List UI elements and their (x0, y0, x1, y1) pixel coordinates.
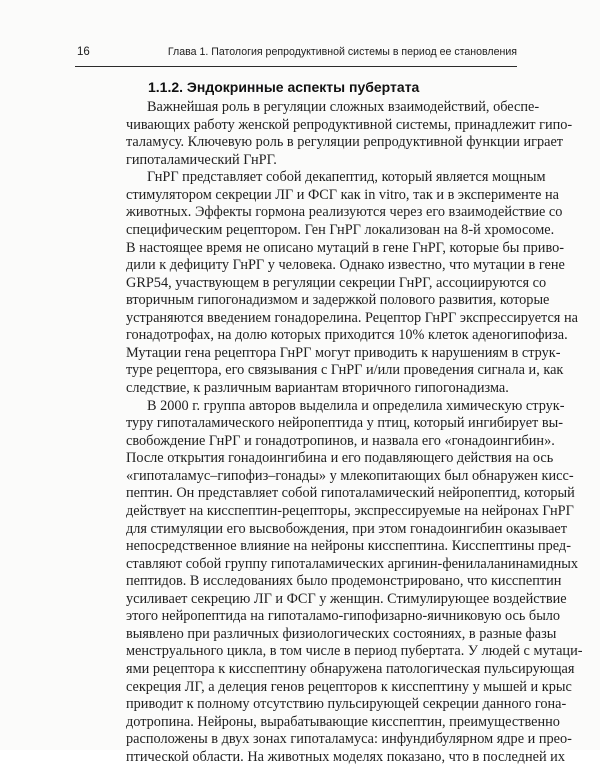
page-number: 16 (77, 46, 90, 58)
text-line: пептин. Он представляет собой гипоталамический нейропептид, который (126, 485, 575, 502)
text-line: вторичным гипогонадизмом и задержкой полового развития, которые (126, 292, 550, 309)
text-line: дили к дефициту ГнРГ у человека. Однако известно, что мутации в гене (126, 257, 565, 274)
text-line: GRP54, участвующем в регуляции секреции ГнРГ, ассоциируются со (126, 274, 547, 291)
text-line: устраняются введением гонадорелина. Рецептор ГнРГ экспрессируется на (126, 309, 578, 326)
text-line: Важнейшая роль в регуляции сложных взаимодействий, обеспе- (147, 99, 540, 115)
text-line: «гипоталамус–гипофиз–гонады» у млекопитающих был обнаружен кисс- (126, 467, 574, 484)
text-line: усиливает секрецию ЛГ и ФСГ у женщин. Стимулирующее воздействие (126, 590, 567, 607)
text-line: этого нейропептида на гипоталамо-гипофизарно-яичниковую ось было (126, 608, 561, 625)
text-line: дотропина. Нейроны, вырабатывающие кисспептин, преимущественно (126, 713, 560, 730)
text-line: приводит к полному отсутствию пульсирующей секреции данного гона- (126, 696, 567, 713)
text-line: расположены в двух зонах гипоталамуса: инфундибулярном ядре и прео- (126, 731, 572, 748)
text-line: таламусу. Ключевую роль в регуляции репродуктивной функции играет (126, 134, 564, 151)
text-line: птической области. На животных моделях показано, что в последней их (126, 748, 565, 765)
section-title: 1.1.2. Эндокринные аспекты пубертата (148, 79, 420, 95)
text-line: В настоящее время не описано мутаций в гене ГнРГ, которые бы приво- (126, 239, 565, 256)
text-line: туру гипоталамического нейропептида у птиц, который ингибирует вы- (126, 415, 563, 432)
text-line: После открытия гонадоингибина и его подавляющего действия на ось (126, 450, 554, 467)
text-line: специфическим рецептором. Ген ГнРГ локализован на 8-й хромосоме. (126, 221, 555, 238)
running-head: Глава 1. Патология репродуктивной системы в период ее становления (167, 46, 517, 58)
text-line: ями рецептора к кисспептину обнаружена патологическая пульсирующая (126, 661, 575, 677)
page-header (75, 42, 517, 67)
text-line: Мутации гена рецептора ГнРГ могут приводить к нарушениям в струк- (126, 344, 561, 361)
text-line: пептидов. В исследованиях было продемонстрировано, что кисспептин (126, 573, 562, 590)
text-line: менструального цикла, в том числе в период пубертата. У людей с мутаци- (126, 643, 583, 660)
text-line: действует на кисспептин-рецепторы, экспрессируемые на нейронах ГнРГ (126, 502, 574, 519)
text-line: стимулятором секреции ЛГ и ФСГ как in vitro, так и в эксперименте на (126, 186, 559, 203)
text-line: В 2000 г. группа авторов выделила и определила химическую струк- (147, 397, 565, 414)
text-line: свобождение ГнРГ и гонадотропинов, и назвала его «гонадоингибин». (126, 432, 555, 449)
text-line: ГнРГ представляет собой декапептид, который является мощным (147, 169, 546, 186)
text-line: для стимуляции его высвобождения, при этом гонадоингибин оказывает (126, 520, 568, 537)
text-line: животных. Эффекты гормона реализуются через его взаимодействие со (126, 204, 563, 221)
text-line: выявлено при различных физиологических состояниях, в разные фазы (126, 625, 557, 642)
text-line: непосредственное влияние на нейроны кисспептина. Кисспептины пред- (126, 538, 571, 555)
text-line: следствие, к различным вариантам вторичного гипогонадизма. (126, 380, 509, 396)
body-text (126, 99, 583, 766)
text-line: туре рецептора, его связывания с ГнРГ и/или проведения сигнала и, как (126, 362, 564, 379)
text-line: чивающих работу женской репродуктивной системы, принадлежит гипо- (126, 116, 573, 133)
text-line: гонадотрофах, на долю которых приходится 10% клеток аденогипофиза. (126, 327, 568, 344)
text-line: ставляют собой группу гипоталамических аргинин-фенилаланинамидных (126, 555, 578, 572)
text-line: гипоталамический ГнРГ. (126, 151, 277, 168)
text-line: секреция ЛГ, а делеция генов рецепторов к кисспептину у мышей и крыс (126, 678, 572, 695)
